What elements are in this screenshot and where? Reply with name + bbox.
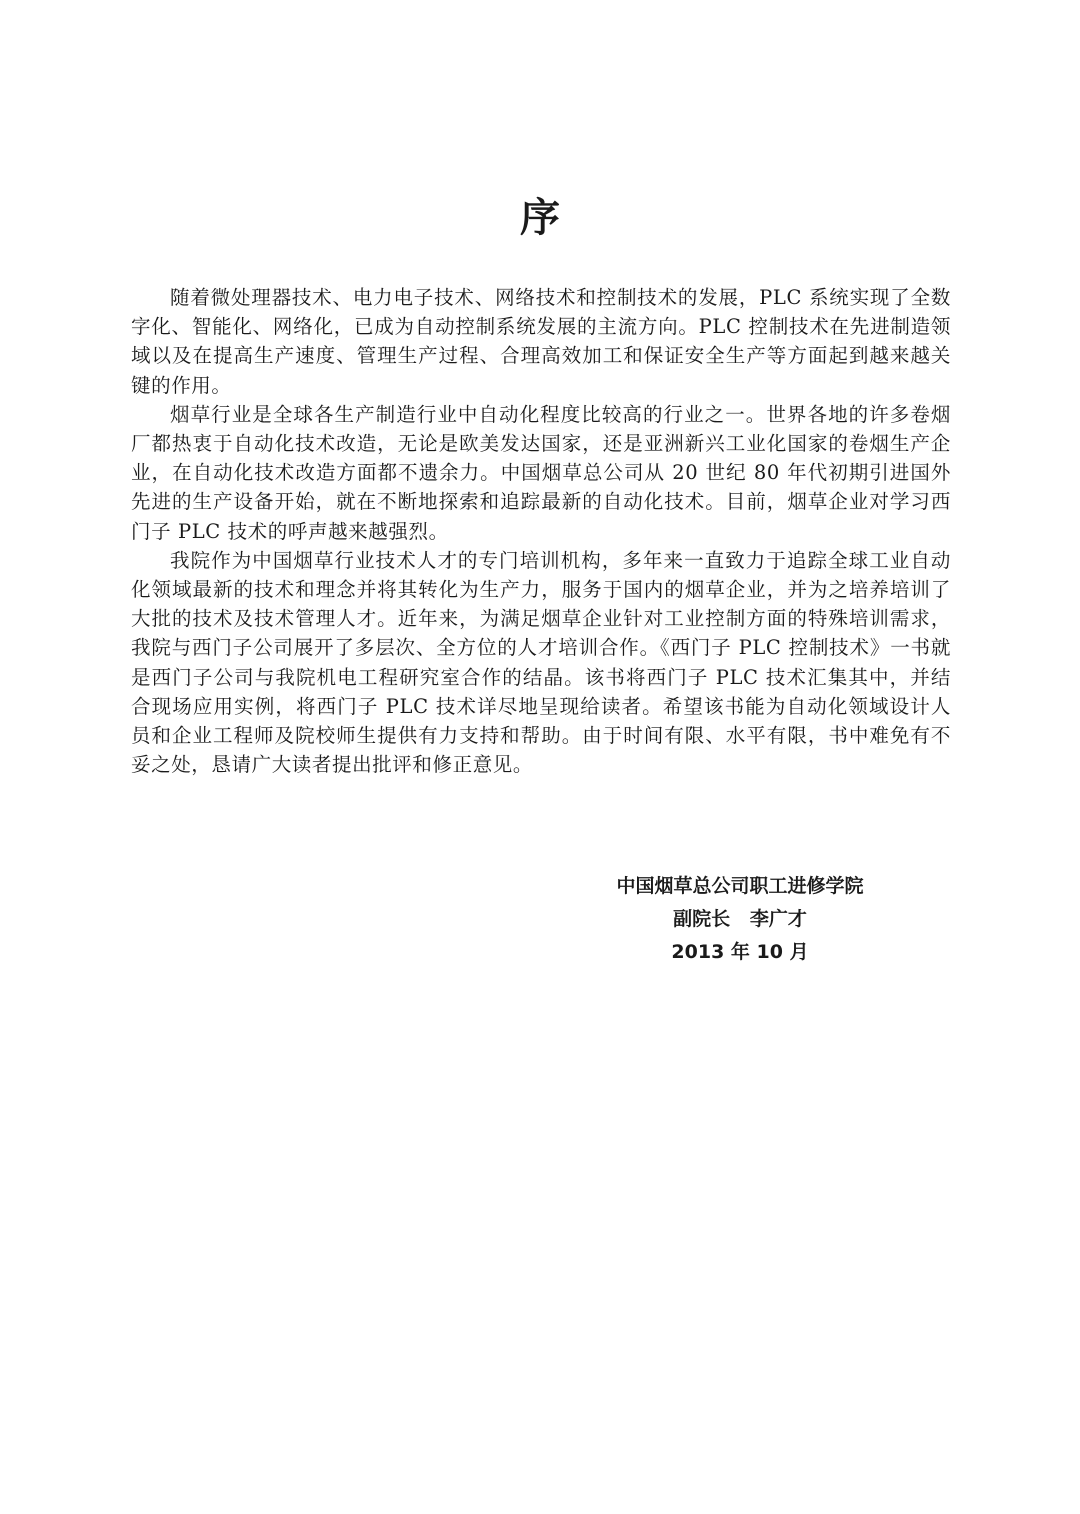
preface-body	[131, 283, 951, 779]
paragraph-2: 烟草行业是全球各生产制造行业中自动化程度比较高的行业之一。世界各地的许多卷烟厂都热衷于自动化技术改造，无论是欧美发达国家，还是亚洲新兴工业化国家的卷烟生产企业，在自动化技术改造方面都不遗余力。中国烟草总公司从 20 世纪 80 年代初期引进国外先进的生产设备开始，就在不断地探索和追踪最新的自动化技术。目前，烟草企业对学习西门子 PLC 技术的呼声越来越强烈。	[131, 402, 951, 543]
signature-organization: 中国烟草总公司职工进修学院	[616, 875, 864, 897]
signature-block	[590, 870, 890, 969]
paragraph-1: 随着微处理器技术、电力电子技术、网络技术和控制技术的发展，PLC 系统实现了全数字化、智能化、网络化，已成为自动控制系统发展的主流方向。PLC 控制技术在先进制造领域以及在提高生产速度、管理生产过程、合理高效加工和保证安全生产等方面起到越来越关键的作用。	[131, 286, 951, 397]
signature-date: 2013 年 10 月	[671, 941, 809, 963]
preface-title: 序	[520, 194, 560, 241]
signature-author: 副院长 李广才	[673, 908, 807, 930]
paragraph-3: 我院作为中国烟草行业技术人才的专门培训机构，多年来一直致力于追踪全球工业自动化领域最新的技术和理念并将其转化为生产力，服务于国内的烟草企业，并为之培养培训了大批的技术及技术管理人才。近年来，为满足烟草企业针对工业控制方面的特殊培训需求，我院与西门子公司展开了多层次、全方位的人才培训合作。《西门子 PLC 控制技术》一书就是西门子公司与我院机电工程研究室合作的结晶。该书将西门子 PLC 技术汇集其中，并结合现场应用实例，将西门子 PLC 技术详尽地呈现给读者。希望该书能为自动化领域设计人员和企业工程师及院校师生提供有力支持和帮助。由于时间有限、水平有限，书中难免有不妥之处，恳请广大读者提出批评和修正意见。	[131, 548, 951, 777]
